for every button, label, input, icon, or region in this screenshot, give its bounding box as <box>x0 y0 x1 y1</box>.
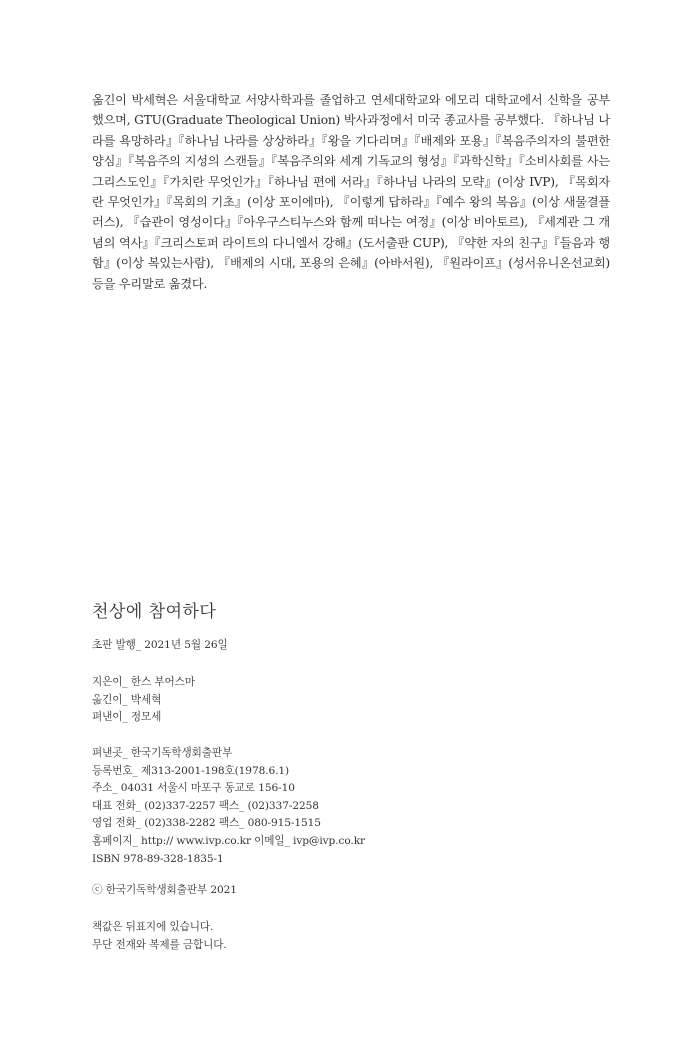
web-and-email: 홈페이지_ http:// www.ivp.co.kr 이메일_ ivp@ivp.co.kr <box>92 834 365 847</box>
price-notice: 책값은 뒤표지에 있습니다. <box>92 921 214 933</box>
isbn: ISBN 978-89-328-1835-1 <box>92 852 224 865</box>
translator-bio: 옮긴이 박세혁은 서울대학교 서양사학과를 졸업하고 연세대학교와 에모리 대학교에서 신학을 공부했으며, GTU(Graduate Theological Union) 박사과정에서 미국 종교사를 공부했다. 『하나님 나라를 욕망하라』『하나님 나라를 상상하라』『왕을 기다리며』『배제와 포용』『복음주의자의 불편한 양심』『복음주의 지성의 스캔들』『복음주의와 세계 기독교의 형성』『과학신학』『소비사회를 사는 그리스도인』『가치란 무엇인가』『하나님 편에 서라』『하나님 나라의 모략』(이상 IVP), 『목회자란 무엇인가』『목회의 기초』(이상 포이에마), 『이렇게 답하라』『예수 왕의 복음』(이상 새물결플러스), 『습관이 영성이다』『아우구스티누스와 함께 떠나는 여정』(이상 비아토르), 『세계관 그 개념의 역사』『크리스토퍼 라이트의 다니엘서 강해』(도서출판 CUP), 『약한 자의 친구』『들음과 행함』(이상 복있는사람), 『배제의 시대, 포용의 은혜』(아바서원), 『원라이프』(성서유니온선교회) 등을 우리말로 옮겼다. <box>92 93 610 291</box>
editor-credit: 펴낸이_ 정모세 <box>92 711 162 724</box>
copyright-line: ⓒ 한국기독학생회출판부 2021 <box>92 884 237 896</box>
author-credit: 지은이_ 한스 부어스마 <box>92 676 195 688</box>
copyright-notice <box>92 882 237 900</box>
sales-phone: 영업 전화_ (02)338-2282 팩스_ 080-915-1515 <box>92 817 321 830</box>
main-phone: 대표 전화_ (02)337-2257 팩스_ (02)337-2258 <box>92 799 319 812</box>
publisher-info <box>92 745 365 868</box>
notices <box>92 919 227 954</box>
first-edition-date <box>92 637 228 655</box>
first-edition-line: 초판 발행_ 2021년 5월 26일 <box>92 639 228 651</box>
reproduction-notice: 무단 전재와 복제를 금합니다. <box>92 938 227 951</box>
registration-number: 등록번호_ 제313-2001-198호(1978.6.1) <box>92 764 290 777</box>
book-title: 천상에 참여하다 <box>92 602 217 622</box>
publisher-name: 펴낸곳_ 한국기독학생회출판부 <box>92 747 233 759</box>
translator-credit: 옮긴이_ 박세혁 <box>92 693 162 706</box>
credits <box>92 674 195 727</box>
publisher-address: 주소_ 04031 서울시 마포구 동교로 156-10 <box>92 782 295 795</box>
